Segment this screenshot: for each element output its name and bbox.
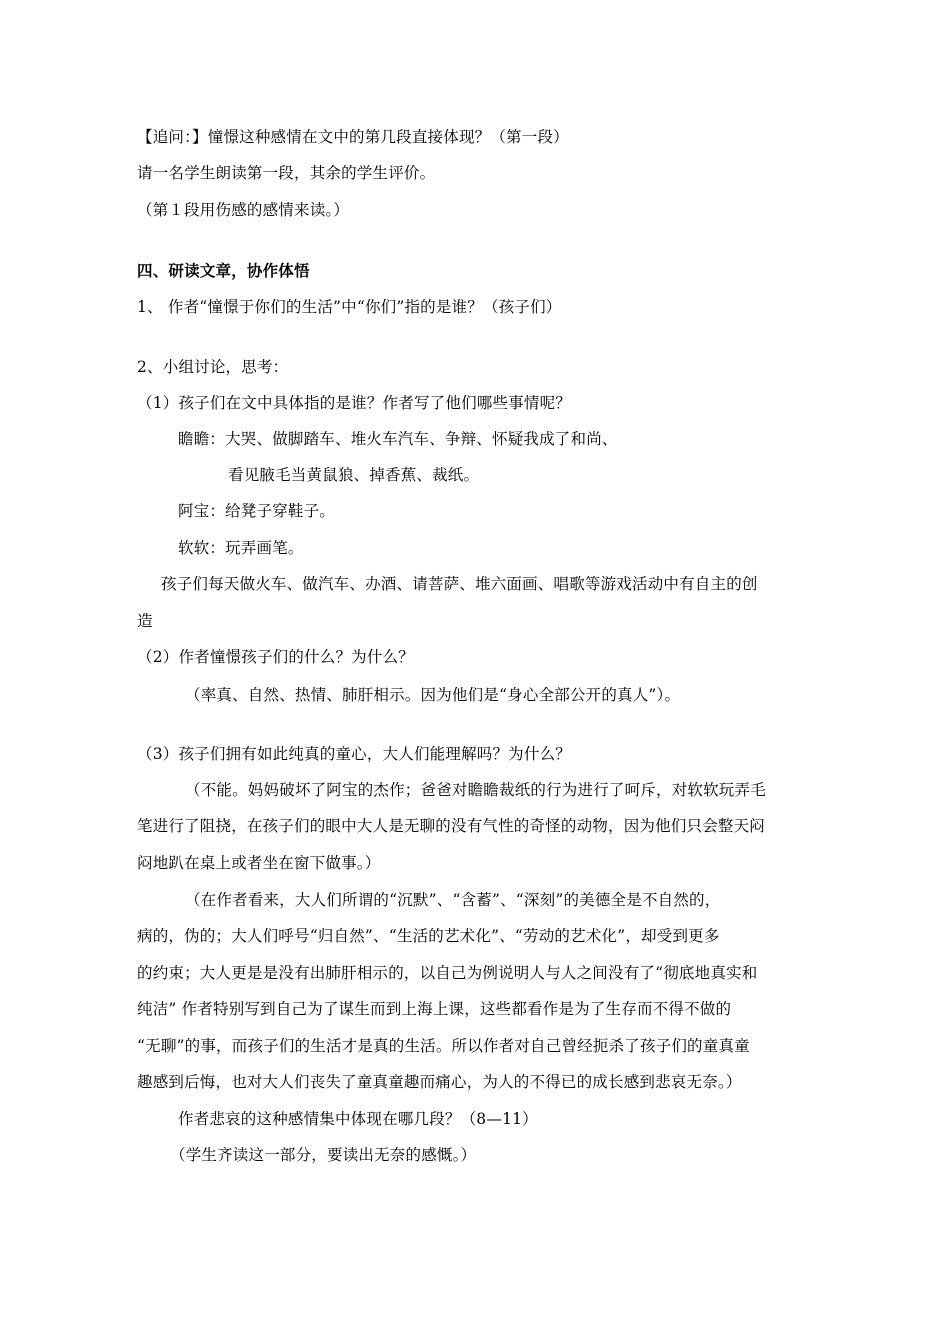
text-line-answer-3b-cont5: 趣感到后悔，也对大人们丧失了童真童趣而痛心，为人的不得已的成长感到悲哀无奈。） [137, 1073, 742, 1091]
text-line-subquestion-2: （2）作者憧憬孩子们的什么？为什么？ [137, 648, 414, 666]
text-line-followup-question: 【追问：】憧憬这种感情在文中的第几段直接体现？（第一段） [137, 128, 569, 146]
text-line-read-note: （第１段用伤感的感情来读。） [137, 201, 350, 219]
text-line-zhanzhan: 瞻瞻：大哭、做脚踏车、堆火车汽车、争辩、怀疑我成了和尚、 [178, 430, 618, 448]
text-line-ruanruan: 软软：玩弄画笔。 [178, 539, 304, 557]
text-line-children-play-cont: 造 [137, 612, 153, 630]
text-line-answer-3b-cont1: 病的，伪的；大人们呼号“归自然”、“生活的艺术化”、“劳动的艺术化”，却受到更多 [137, 927, 720, 945]
text-line-sorrow-question: 作者悲哀的这种感情集中体现在哪几段？（8—11） [178, 1110, 538, 1128]
text-line-answer-3b-cont2: 的约束；大人更是是没有出肺肝相示的，以自己为例说明人与人之间没有了“彻底地真实和 [137, 964, 758, 982]
text-line-zhanzhan-cont: 看见腋毛当黄鼠狼、掉香蕉、裁纸。 [228, 466, 480, 484]
text-line-subquestion-3: （3）孩子们拥有如此纯真的童心，大人们能理解吗？为什么？ [137, 745, 571, 763]
text-line-answer-3b-cont3: 纯洁” 作者特别写到自己为了谋生而到上海上课，这些都看作是为了生存而不得不做的 [137, 1000, 732, 1018]
text-line-answer-2: （率真、自然、热情、肺肝相示。因为他们是“身心全部公开的真人”）。 [185, 686, 681, 704]
text-line-question-1: 1、 作者“憧憬于你们的生活”中“你们”指的是谁？（孩子们） [137, 298, 562, 316]
text-line-question-2: 2、小组讨论，思考： [137, 358, 289, 376]
text-line-read-instruction: 请一名学生朗读第一段，其余的学生评价。 [137, 164, 436, 182]
text-line-sorrow-read: （学生齐读这一部分，要读出无奈的感慨。） [170, 1146, 477, 1164]
text-line-children-play: 孩子们每天做火车、做汽车、办酒、请菩萨、堆六面画、唱歌等游戏活动中有自主的创 [161, 575, 758, 593]
section-heading-4: 四、研读文章，协作体悟 [137, 261, 310, 280]
text-line-subquestion-1: （1）孩子们在文中具体指的是谁？作者写了他们哪些事情呢？ [137, 394, 571, 412]
text-line-answer-3b: （在作者看来，大人们所谓的“沉默”、“含蓄”、“深刻”的美德全是不自然的， [185, 891, 721, 909]
text-line-answer-3a-cont2: 闷地趴在桌上或者坐在窗下做事。） [137, 854, 381, 872]
text-line-answer-3a-cont1: 笔进行了阻挠，在孩子们的眼中大人是无聊的没有气性的奇怪的动物，因为他们只会整天闷 [137, 817, 766, 835]
text-line-answer-3b-cont4: “无聊”的事，而孩子们的生活才是真的生活。所以作者对自己曾经扼杀了孩子们的童真童 [137, 1037, 750, 1055]
text-line-abao: 阿宝：给凳子穿鞋子。 [178, 502, 336, 520]
text-line-answer-3a: （不能。妈妈破坏了阿宝的杰作；爸爸对瞻瞻裁纸的行为进行了呵斥，对软软玩弄毛 [185, 781, 766, 799]
